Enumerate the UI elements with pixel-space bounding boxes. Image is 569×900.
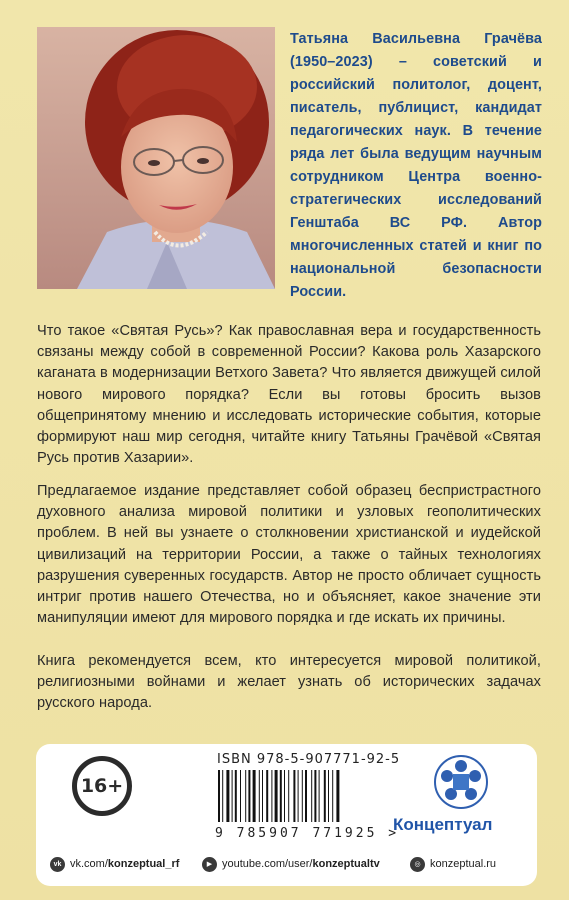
barcode-bar	[226, 770, 229, 822]
description-paragraph-2: Предлагаемое издание представляет собой образец беспристрастного духовного анализа мировой политики и узловых геополитических проблем. В ней вы узнаете о столкновении христианской и иудейской цивилизаций на территории России, а также о тайных технологиях разрушения суверенных государств. Автор не просто обличает сущность интриг против нашего Отечества, но и объясняет, какое значение эти манипуляции имеют для мирового порядка и где искать их причины.	[37, 483, 541, 627]
barcode-bar	[248, 770, 250, 822]
barcode-bar	[288, 770, 289, 822]
barcode-bar	[235, 770, 237, 822]
barcode-bar	[324, 770, 326, 822]
barcode-bar	[222, 770, 223, 822]
barcode-bar	[266, 770, 268, 822]
youtube-link-prefix: youtube.com/user/	[222, 858, 313, 870]
barcode-bar	[293, 770, 295, 822]
author-bio: Татьяна Васильевна Грачёва (1950–2023) – советский и российский политолог, доцент, писатель, публицист, кандидат педагогических наук. В течение ряда лет была ведущим научным сотрудником Центра военно-стратегических исследований Генштаба ВС РФ. Автор многочисленных статей и книг по национальной безопасности России.	[290, 31, 542, 300]
age-rating-badge: 16+	[72, 756, 132, 816]
barcode-bar	[284, 770, 285, 822]
vk-link[interactable]	[50, 852, 179, 876]
vk-link-prefix: vk.com/	[70, 858, 108, 870]
globe-icon: ◎	[410, 857, 425, 872]
social-links-row	[36, 852, 537, 876]
website-link-text: konzeptual.ru	[430, 858, 497, 870]
publisher-logo-icon	[433, 754, 489, 810]
barcode-bar	[275, 770, 278, 822]
description-paragraph-3: Книга рекомендуется всем, кто интересуется мировой политикой, религиозными войнами и желает узнать об исторических задачах русского народа.	[37, 653, 541, 712]
barcode-bar	[232, 770, 233, 822]
youtube-link[interactable]	[202, 852, 380, 876]
barcode-bar	[311, 770, 312, 822]
barcode-bar	[245, 770, 246, 822]
barcode-bar	[302, 770, 303, 822]
barcode-bar	[332, 770, 333, 822]
barcode-bar	[298, 770, 299, 822]
youtube-link-handle: konzeptualtv	[312, 858, 380, 870]
author-photo	[37, 27, 275, 289]
barcode-bar	[259, 770, 260, 822]
barcode-bar	[240, 770, 241, 822]
barcode-digits: 9 785907 771925 >	[215, 826, 400, 841]
barcode-bar	[319, 770, 320, 822]
barcode-bar	[262, 770, 263, 822]
barcode-bar	[253, 770, 256, 822]
website-link[interactable]	[410, 852, 496, 876]
isbn-barcode	[214, 770, 374, 824]
barcode-bar	[218, 770, 220, 822]
barcode-bar	[305, 770, 307, 822]
youtube-icon: ▶	[202, 857, 217, 872]
barcode-bar	[271, 770, 272, 822]
vk-icon: vk	[50, 857, 65, 872]
description-paragraph-1: Что такое «Святая Русь»? Как православная вера и государственность связаны между собой в современной России? Какова роль Хазарского каганата в модернизации Ветхого Завета? Что является движущей силой нового мирового порядка? Если вы готовы бросить вызов общепринятому мнению и исследовать исторические события, которые формируют наш мир сегодня, читайте книгу Татьяны Грачёвой «Святая Русь против Хазарии».	[37, 323, 541, 467]
barcode-bar	[314, 770, 316, 822]
vk-link-handle: konzeptual_rf	[107, 858, 180, 870]
barcode-bar	[280, 770, 282, 822]
barcode-bar	[328, 770, 329, 822]
barcode-bar	[336, 770, 339, 822]
isbn-label: ISBN 978-5-907771-92-5	[217, 752, 401, 767]
publisher-name: Концептуал	[393, 815, 493, 834]
